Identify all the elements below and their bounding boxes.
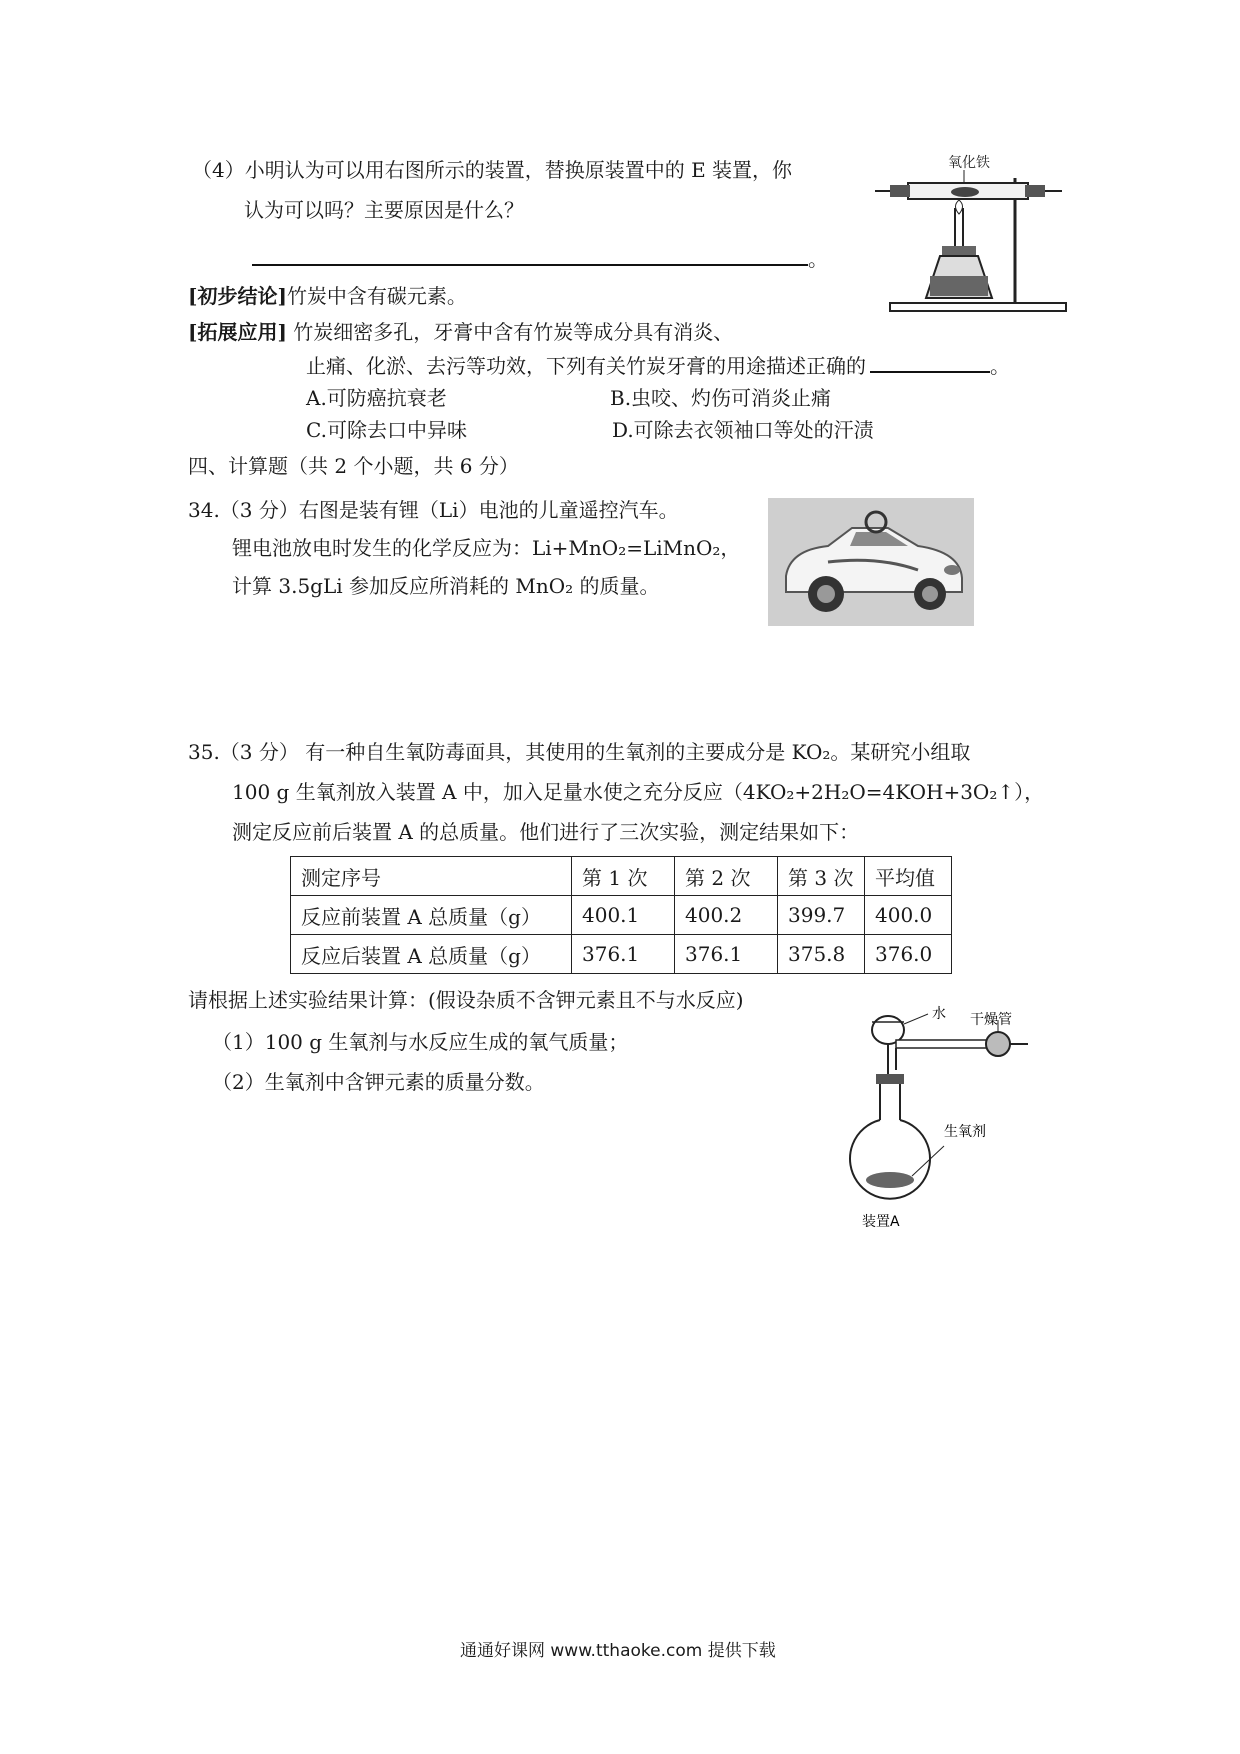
table-header-cell: 第 2 次 xyxy=(675,857,778,896)
table-row xyxy=(291,896,952,935)
period: 。 xyxy=(808,247,828,271)
table-cell: 400.0 xyxy=(865,896,952,935)
table-cell: 376.0 xyxy=(865,935,952,974)
q34-line2: 锂电池放电时发生的化学反应为：Li+MnO₂=LiMnO₂， xyxy=(232,536,741,560)
q35-line1: 35.（3 分） 有一种自生氧防毒面具，其使用的生氧剂的主要成分是 KO₂。某研究小组取 xyxy=(188,740,971,764)
q33-4-answer-line xyxy=(252,244,828,273)
iron-oxide-label: 氧化铁 xyxy=(948,155,990,171)
footer-text: 通通好课网 www.tthaoke.com 提供下载 xyxy=(460,1641,776,1661)
table-cell: 399.7 xyxy=(778,896,865,935)
table-cell: 376.1 xyxy=(675,935,778,974)
table-header-cell: 第 1 次 xyxy=(572,857,675,896)
table-header-cell: 平均值 xyxy=(865,857,952,896)
option-a: A.可防癌抗衰老 xyxy=(306,386,447,410)
option-c: C.可除去口中异味 xyxy=(306,418,467,442)
table-cell: 反应后装置 A 总质量（g） xyxy=(291,935,572,974)
conclusion-text: 竹炭中含有碳元素。 xyxy=(286,284,467,308)
table-cell: 375.8 xyxy=(778,935,865,974)
results-table xyxy=(290,856,952,974)
q33-4-line1: （4）小明认为可以用右图所示的装置，替换原装置中的 E 装置，你 xyxy=(192,158,793,182)
table-cell: 400.2 xyxy=(675,896,778,935)
water-label: 水 xyxy=(932,1006,946,1022)
reagent-label: 生氧剂 xyxy=(944,1124,986,1140)
table-row xyxy=(291,935,952,974)
conclusion-tag: [初步结论] xyxy=(188,284,287,308)
q35-line2: 100 g 生氧剂放入装置 A 中，加入足量水使之充分反应（4KO₂+2H₂O=4KOH+3O₂↑）， xyxy=(232,780,1045,804)
section4-title: 四、计算题（共 2 个小题，共 6 分） xyxy=(188,454,519,478)
option-b: B.虫咬、灼伤可消炎止痛 xyxy=(610,386,832,410)
q34-line3: 计算 3.5gLi 参加反应所消耗的 MnO₂ 的质量。 xyxy=(232,574,660,598)
q35-sub2: （2）生氧剂中含钾元素的质量分数。 xyxy=(212,1070,545,1094)
apparatus-caption: 装置A xyxy=(862,1214,900,1230)
iron-oxide-apparatus-drawing xyxy=(870,148,1070,318)
application-text1: 竹炭细密多孔，牙膏中含有竹炭等成分具有消炎、 xyxy=(286,320,734,344)
q35-line3: 测定反应前后装置 A 的总质量。他们进行了三次实验，测定结果如下： xyxy=(232,820,860,844)
apparatus-a-figure xyxy=(848,1000,1068,1240)
application-tag: [拓展应用] xyxy=(188,320,287,344)
table-cell: 376.1 xyxy=(572,935,675,974)
q34-line1: 34.（3 分）右图是装有锂（Li）电池的儿童遥控汽车。 xyxy=(188,498,679,522)
table-header-cell: 第 3 次 xyxy=(778,857,865,896)
drying-tube-label: 干燥管 xyxy=(970,1012,1012,1028)
table-header-row xyxy=(291,857,952,896)
option-d: D.可除去衣领袖口等处的汗渍 xyxy=(612,418,874,442)
table-cell: 400.1 xyxy=(572,896,675,935)
q33-4-line2: 认为可以吗？主要原因是什么？ xyxy=(244,198,524,222)
answer-blank[interactable] xyxy=(252,244,808,266)
toy-car-drawing xyxy=(768,498,974,626)
application-answer-blank[interactable] xyxy=(870,353,990,373)
application-line2 xyxy=(306,352,1010,380)
table-header-cell: 测定序号 xyxy=(291,857,572,896)
application-text2: 止痛、化淤、去污等功效，下列有关竹炭牙膏的用途描述正确的 xyxy=(306,354,866,378)
table-cell: 反应前装置 A 总质量（g） xyxy=(291,896,572,935)
toy-car-photo xyxy=(768,498,974,626)
application-period: 。 xyxy=(990,354,1010,378)
application-line1 xyxy=(188,318,733,346)
q35-note: 请根据上述实验结果计算：(假设杂质不含钾元素且不与水反应) xyxy=(188,988,744,1012)
conclusion-line xyxy=(188,282,467,310)
iron-oxide-apparatus-figure xyxy=(870,148,1070,318)
q35-sub1: （1）100 g 生氧剂与水反应生成的氧气质量； xyxy=(212,1030,629,1054)
apparatus-a-drawing xyxy=(848,1000,1068,1240)
